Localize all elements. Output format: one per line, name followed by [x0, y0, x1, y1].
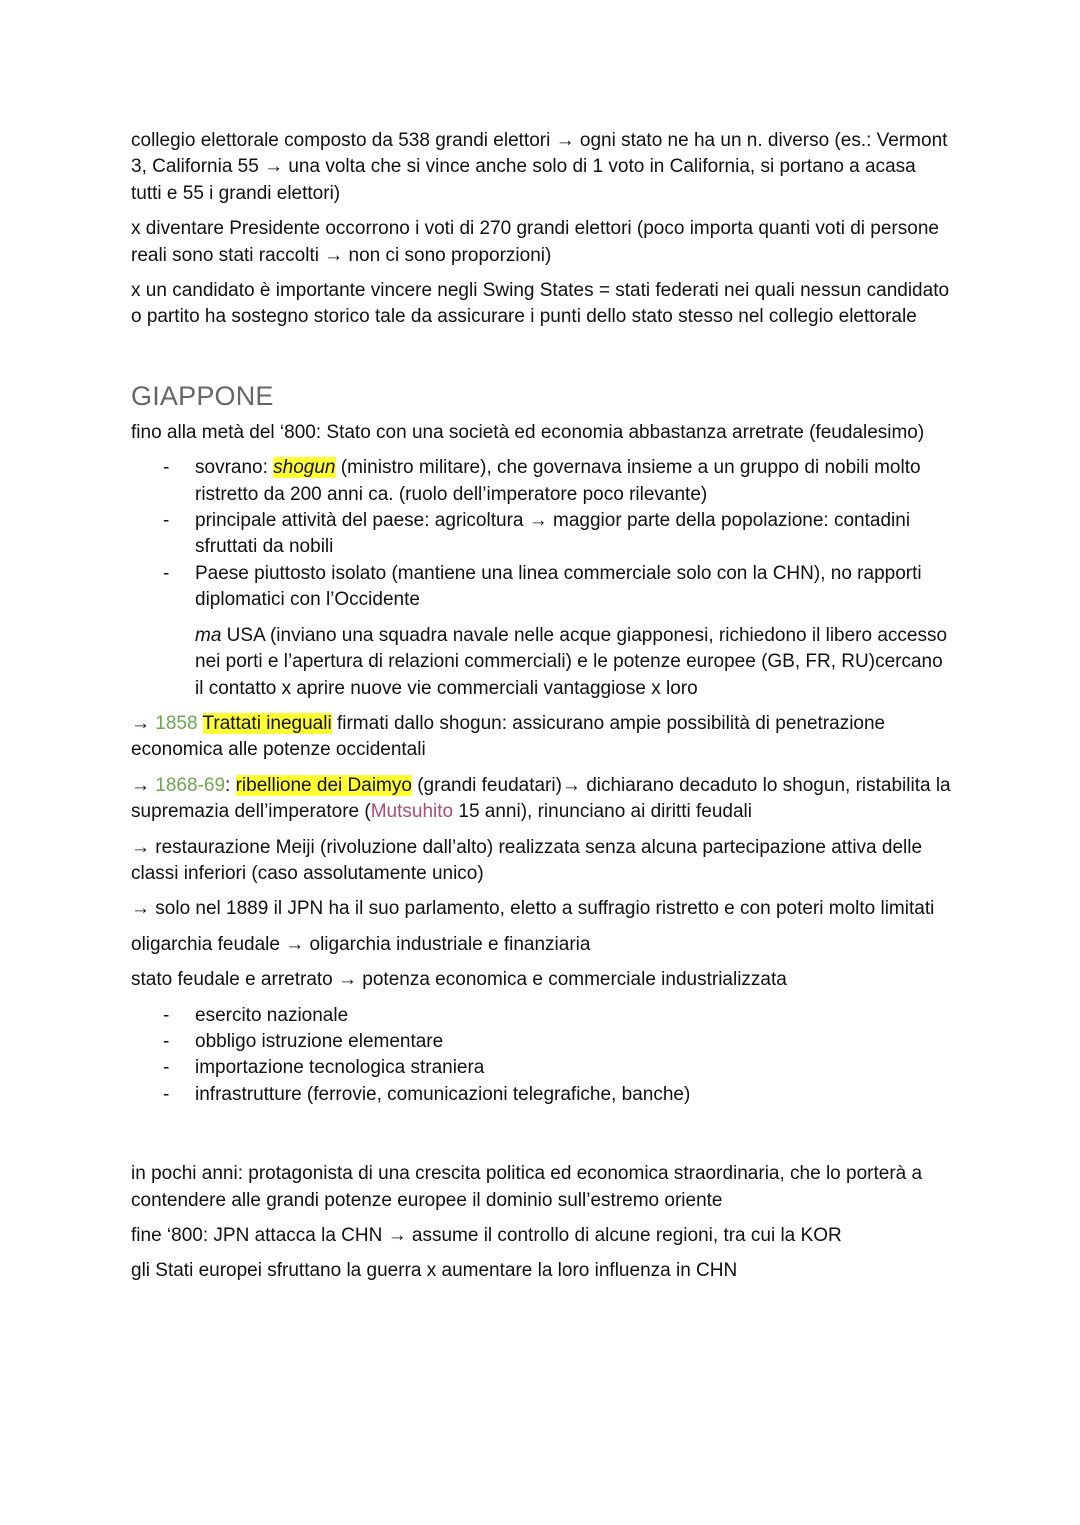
paragraph-parliament: → solo nel 1889 il JPN ha il suo parlamento, eletto a suffragio ristretto e con poteri molto limitati: [131, 898, 935, 920]
paragraph-swing-states: x un candidato è importante vincere negli Swing States = stati federati nei quali nessun candidato o partito ha sostegno storico tale da assicurare i punti dello stato stesso nel collegio elettorale: [131, 280, 950, 328]
paragraph-270-votes: x diventare Presidente occorrono i voti di 270 grandi elettori (poco importa quanti voti di persone reali sono stati raccolti → non ci sono proporzioni): [131, 218, 939, 266]
year-1858: 1858: [155, 712, 198, 734]
bullet-dash: -: [163, 562, 170, 584]
text-span: firmati dallo shogun: assicurano ampie possibilità di penetrazione economica alle potenze occidentali: [131, 712, 886, 761]
document-page: [131, 128, 951, 1285]
italic-ma: ma: [195, 624, 222, 646]
list-item: [131, 1029, 951, 1055]
paragraph-1868: [131, 773, 951, 826]
text-span: infrastrutture (ferrovie, comunicazioni telegrafiche, banche): [195, 1083, 691, 1105]
text-span: 15 anni), rinunciano ai diritti feudali: [453, 801, 752, 823]
list-item: [131, 455, 951, 508]
text-span: esercito nazionale: [195, 1004, 349, 1026]
bullet-dash: -: [163, 510, 170, 532]
highlight-shogun: shogun: [273, 457, 336, 479]
list-item: [131, 1055, 951, 1081]
text-span: (ministro militare), che governava insieme a un gruppo di nobili molto ristretto da 200 anni ca. (ruolo dell’imperatore poco rilevante): [195, 457, 921, 505]
text-span: :: [225, 774, 236, 796]
bullet-dash: -: [163, 1057, 170, 1079]
paragraph-meiji: → restaurazione Meiji (rivoluzione dall’alto) realizzata senza alcuna partecipazione attiva delle classi inferiori (caso assolutamente unico): [131, 836, 923, 884]
list-item: [131, 561, 951, 614]
section-heading: GIAPPONE: [131, 380, 274, 411]
name-mutsuhito: Mutsuhito: [370, 801, 454, 823]
bullet-dash: -: [163, 1030, 170, 1052]
paragraph-1858: [131, 711, 951, 764]
text-span: USA (inviano una squadra navale nelle acque giapponesi, richiedono il libero accesso nei porti e l’apertura di relazioni commerciali) e le potenze europee (GB, FR, RU)cercano il contatto x aprire nuove vie commerciali vantaggiose x loro: [195, 624, 948, 699]
bullet-list-modernization: [131, 1003, 951, 1109]
paragraph-stato: stato feudale e arretrato → potenza economica e commerciale industrializzata: [131, 969, 787, 991]
text-span: importazione tecnologica straniera: [195, 1057, 485, 1079]
paragraph-electoral-college: collegio elettorale composto da 538 grandi elettori → ogni stato ne ha un n. diverso (es.: Vermont 3, California 55 → una volta che si vince anche solo di 1 voto in California, si portano a acasa tutti e 55 i grandi elettori): [131, 130, 948, 204]
text-span: [198, 713, 203, 734]
bullet-list-feudal: [131, 455, 951, 613]
highlight-daimyo: ribellione dei Daimyo: [235, 774, 412, 796]
arrow-text: →: [131, 712, 156, 734]
text-span: (grandi feudatari)→ dichiarano decaduto lo shogun, ristabilita la supremazia dell’imperatore (: [131, 774, 951, 823]
paragraph-ma-usa: [131, 623, 951, 702]
paragraph-fine-800: fine ‘800: JPN attacca la CHN → assume il controllo di alcune regioni, tra cui la KOR: [131, 1225, 842, 1246]
paragraph-oligarchy: oligarchia feudale → oligarchia industriale e finanziaria: [131, 933, 591, 955]
bullet-dash: -: [163, 1083, 170, 1105]
text-span: obbligo istruzione elementare: [195, 1030, 444, 1052]
highlight-trattati: Trattati ineguali: [202, 712, 332, 734]
text-span: Paese piuttosto isolato (mantiene una linea commerciale solo con la CHN), no rapporti diplomatici con l’Occidente: [195, 562, 922, 611]
text-span: sovrano:: [195, 457, 274, 479]
list-item: [131, 1082, 951, 1108]
list-item: [131, 1003, 951, 1029]
paragraph-stati-europei: gli Stati europei sfruttano la guerra x aumentare la loro influenza in CHN: [131, 1260, 738, 1282]
year-1868: 1868-69: [155, 774, 226, 796]
paragraph-pochi-anni: in pochi anni: protagonista di una crescita politica ed economica straordinaria, che lo porterà a contendere alle grandi potenze europee il dominio sull’estremo oriente: [131, 1163, 923, 1211]
bullet-dash: -: [163, 457, 170, 479]
paragraph-lead: fino alla metà del ‘800: Stato con una società ed economia abbastanza arretrate (feudalesimo): [131, 421, 925, 443]
arrow-text: →: [131, 774, 156, 796]
text-span: principale attività del paese: agricoltura → maggior parte della popolazione: contadini sfruttati da nobili: [195, 510, 911, 558]
list-item: [131, 508, 951, 561]
bullet-dash: -: [163, 1004, 170, 1026]
